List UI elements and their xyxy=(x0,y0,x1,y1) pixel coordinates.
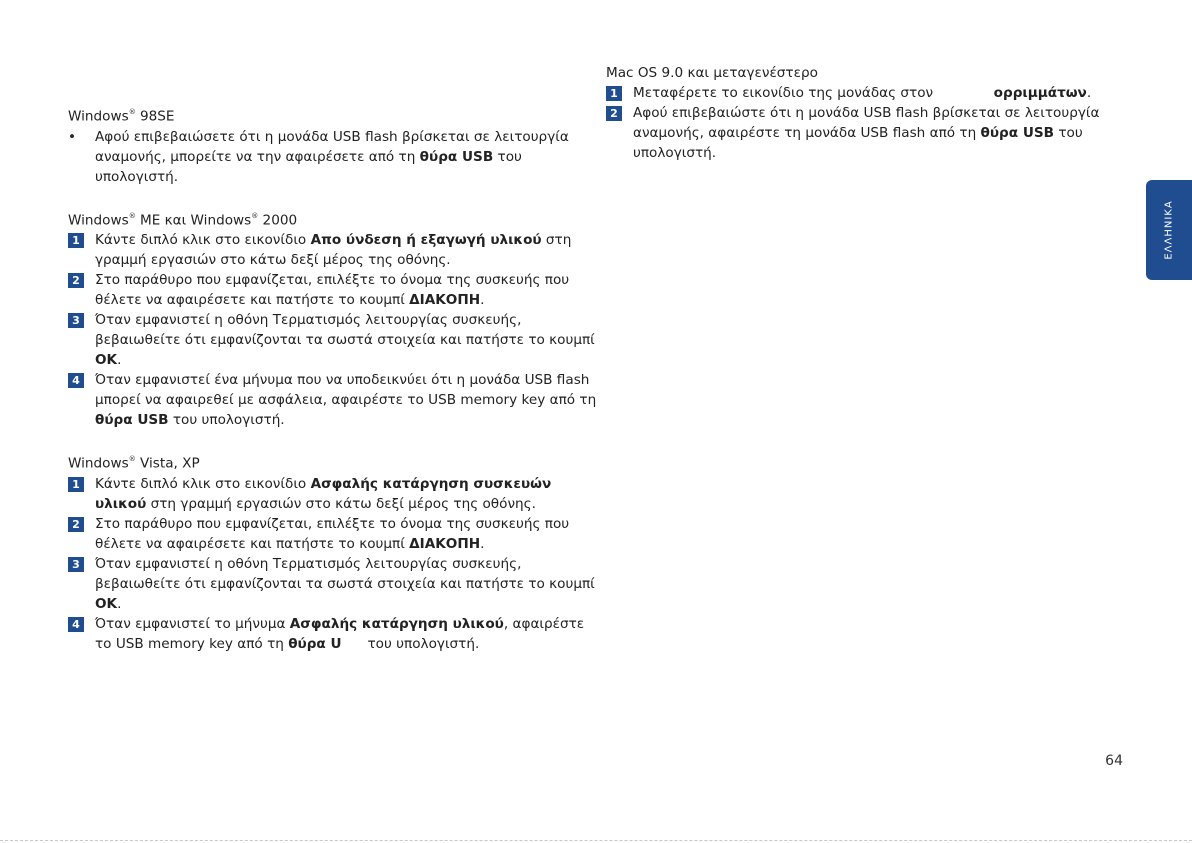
step-item: 2 Αφού επιβεβαιώστε ότι η μονάδα USB flash βρίσκεται σε λειτουργία αναμονής, αφαιρέστε τη μονάδα USB flash από τη θύρα USB του υπολογιστή. xyxy=(606,103,1126,163)
bottom-divider xyxy=(0,840,1192,841)
section-windows-vista-xp xyxy=(68,450,598,654)
step-item: 4 Όταν εμφανιστεί το μήνυμα Ασφαλής κατάργηση υλικού, αφαιρέστε το USB memory key από τη θύρα U του υπολογιστή. xyxy=(68,614,598,654)
step-number-badge: 3 xyxy=(68,557,84,572)
section-windows-me-2000 xyxy=(68,207,598,431)
step-number-badge: 2 xyxy=(68,273,84,288)
step-item: 3 Όταν εμφανιστεί η οθόνη Τερματισμός λειτουργίας συσκευής, βεβαιωθείτε ότι εμφανίζονται τα σωστά στοιχεία και πατήστε το κουμπί OK. xyxy=(68,310,598,370)
step-item: 4 Όταν εμφανιστεί ένα μήνυμα που να υποδεικνύει ότι η μονάδα USB flash μπορεί να αφαιρεθεί με ασφάλεια, αφαιρέστε το USB memory key από τη θύρα USB του υπολογιστή. xyxy=(68,370,598,430)
step-number-badge: 2 xyxy=(68,517,84,532)
bullet-icon: • xyxy=(68,128,77,145)
step-number-badge: 4 xyxy=(68,373,84,388)
step-item: 3 Όταν εμφανιστεί η οθόνη Τερματισμός λειτουργίας συσκευής, βεβαιωθείτε ότι εμφανίζονται τα σωστά στοιχεία και πατήστε το κουμπί OK. xyxy=(68,554,598,614)
section-windows-98se xyxy=(68,103,598,187)
section-heading: Windows® Vista, XP xyxy=(68,455,200,472)
left-column xyxy=(68,103,598,674)
right-column xyxy=(606,63,1126,183)
step-item: 1 Κάντε διπλό κλικ στο εικονίδιο Ασφαλής κατάργηση συσκευών υλικού στη γραμμή εργασιών στο κάτω δεξί μέρος της οθόνης. xyxy=(68,474,598,514)
step-number-badge: 1 xyxy=(606,86,622,101)
language-tab-label: ΕΛΛΗΝΙΚΑ xyxy=(1163,200,1175,260)
step-number-badge: 4 xyxy=(68,617,84,632)
section-mac-os xyxy=(606,63,1126,163)
step-number-badge: 1 xyxy=(68,233,84,248)
section-heading: Windows® 98SE xyxy=(68,108,175,125)
section-heading: Mac OS 9.0 και μεταγενέστερο xyxy=(606,65,818,81)
page-number: 64 xyxy=(1105,753,1123,769)
step-item: 1 Κάντε διπλό κλικ στο εικονίδιο Απο ύνδεση ή εξαγωγή υλικού στη γραμμή εργασιών στο κάτω δεξί μέρος της οθόνης. xyxy=(68,230,598,270)
step-item: 1 Μεταφέρετε το εικονίδιο της μονάδας στον ορριμμάτων. xyxy=(606,83,1126,103)
bullet-item: • Αφού επιβεβαιώσετε ότι η μονάδα USB flash βρίσκεται σε λειτουργία αναμονής, μπορείτε να την αφαιρέσετε από τη θύρα USB του υπολογιστή. xyxy=(68,128,569,185)
step-number-badge: 2 xyxy=(606,106,622,121)
step-number-badge: 1 xyxy=(68,477,84,492)
step-item: 2 Στο παράθυρο που εμφανίζεται, επιλέξτε το όνομα της συσκευής που θέλετε να αφαιρέσετε και πατήστε το κουμπί ΔΙΑΚΟΠΗ. xyxy=(68,514,598,554)
language-side-tab xyxy=(1146,180,1192,280)
section-heading: Windows® ME και Windows® 2000 xyxy=(68,211,298,229)
step-number-badge: 3 xyxy=(68,313,84,328)
step-item: 2 Στο παράθυρο που εμφανίζεται, επιλέξτε το όνομα της συσκευής που θέλετε να αφαιρέσετε και πατήστε το κουμπί ΔΙΑΚΟΠΗ. xyxy=(68,270,598,310)
